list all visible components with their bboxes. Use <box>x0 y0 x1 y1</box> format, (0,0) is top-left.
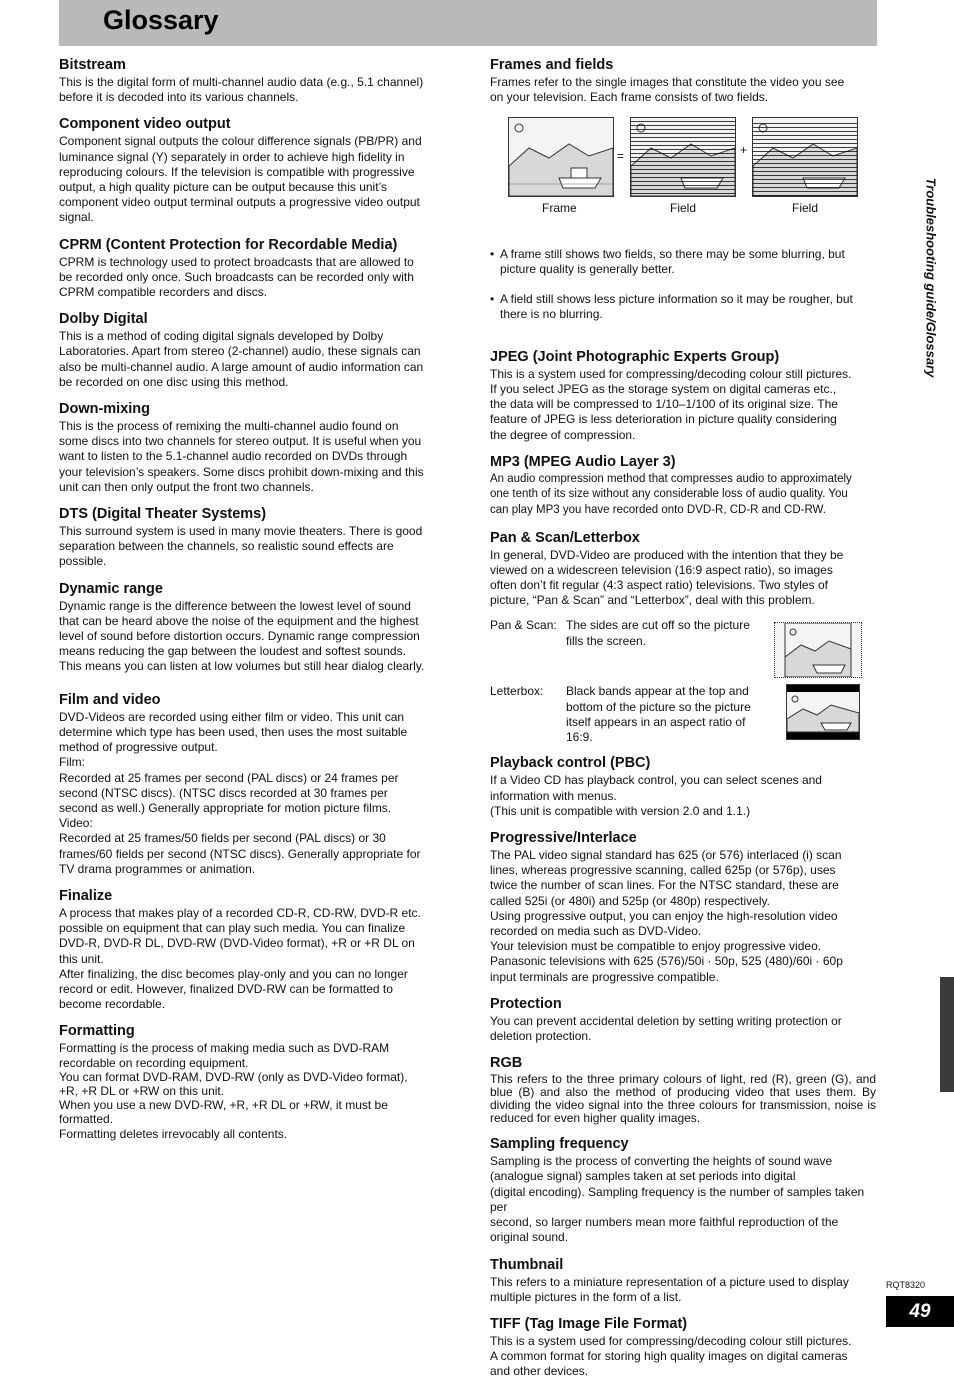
entry-frames-and-fields <box>490 56 876 338</box>
pan-scan-label: Pan & Scan: <box>490 618 557 633</box>
list-item: • A frame still shows two fields, so there may be some blurring, but picture quality is generally better. <box>490 247 876 277</box>
caption-field: Field <box>670 201 697 216</box>
term: Protection <box>490 995 562 1012</box>
term: Sampling frequency <box>490 1136 629 1153</box>
plus-sign: + <box>740 143 748 158</box>
section-side-label <box>906 160 939 410</box>
entry-tiff <box>490 1315 876 1380</box>
term: Dolby Digital <box>59 311 148 328</box>
definition: The PAL video signal standard has 625 (or 576) interlaced (i) scan lines, whereas progressive scanning, called 625p (or 576p), uses twice the number of scan lines. For the NTSC standard, these are called 525i (or 480i) and 525p (or 480p) respectively. Using progressive output, you can enjoy the high-resolution video recorded on media such as DVD-Video. Your television must be compatible to enjoy progressive video. Panasonic televisions with 625 (576)/50i · 50p, 525 (480)/60i · 60p input terminals are progressive compatible. <box>490 848 843 984</box>
definition: This is a system used for compressing/decoding colour still pictures. A common format for storing high quality images on digital cameras and other devices. <box>490 1333 852 1379</box>
term: MP3 (MPEG Audio Layer 3) <box>490 453 676 470</box>
entry-pan-scan-letterbox <box>490 529 876 747</box>
page-title: Glossary <box>103 5 219 35</box>
entry-playback-control <box>490 754 876 819</box>
pan-scan-row <box>490 618 876 684</box>
entry-thumbnail <box>490 1256 876 1305</box>
page-number: 49 <box>886 1296 954 1327</box>
definition: Sampling is the process of converting the heights of sound wave (analogue signal) samples taken at set periods into digital (digital encoding). Sampling frequency is the number of samples taken per second, so larger numbers mean more faithful reproduction of the original sound. <box>490 1154 865 1245</box>
definition: This surround system is used in many movie theaters. There is good separation between the channels, so realistic sound effects are possible. <box>59 524 423 569</box>
definition: This is the process of remixing the multi-channel audio found on some discs into two channels for stereo output. It is useful when you want to listen to the 5.1-channel audio recorded on DVDs through your television’s speakers. Some discs prohibit down-mixing and this unit can then only output the front two channels. <box>59 419 424 494</box>
section-index-tab <box>940 977 954 1092</box>
document-code: RQT8320 <box>886 1280 926 1290</box>
entry-film-and-video <box>59 691 447 877</box>
definition: This is a method of coding digital signals developed by Dolby Laboratories. Apart from stereo (2-channel) audio, these signals can also be multi-channel audio. A large amount of audio information can be recorded on one disc using this method. <box>59 329 424 389</box>
entry-jpeg <box>490 348 876 443</box>
term: Film and video <box>59 691 161 708</box>
entry-formatting <box>59 1022 447 1140</box>
pan-scan-text: The sides are cut off so the picture fills the screen. <box>566 618 750 648</box>
term: Finalize <box>59 887 113 904</box>
term: Down-mixing <box>59 401 151 418</box>
term: Formatting <box>59 1023 135 1040</box>
letterbox-label: Letterbox: <box>490 684 544 699</box>
entry-component-video <box>59 115 447 225</box>
frames-bullet-list <box>490 231 876 337</box>
frames-fields-figure <box>490 113 876 231</box>
term: Dynamic range <box>59 580 163 597</box>
definition: You can prevent accidental deletion by setting writing protection or deletion protection. <box>490 1013 842 1044</box>
term: DTS (Digital Theater Systems) <box>59 506 267 523</box>
entry-bitstream <box>59 56 447 105</box>
title-bar <box>59 0 877 46</box>
letterbox-row <box>490 684 876 746</box>
frame-picture <box>508 117 614 197</box>
term: Thumbnail <box>490 1256 564 1273</box>
definition: This refers to the three primary colours of light, red (R), green (G), and blue (B) and also the method of producing video that uses them. By dividing the video signal into the three colours for transmission, noise is reduced for even higher quality images. <box>490 1072 876 1126</box>
term: Bitstream <box>59 57 126 73</box>
definition: A process that makes play of a recorded CD-R, CD-RW, DVD-R etc. possible on equipment that can play such media. You can finalize DVD-R, DVD-R DL, DVD-RW (DVD-Video format), +R or +R DL on this unit. After finalizing, the disc becomes play-only and you can no longer record or edit. However, finalized DVD-RW can be formatted to become recordable. <box>59 905 421 1012</box>
definition: Formatting is the process of making media such as DVD-RAM recordable on recording equipment. You can format DVD-RAM, DVD-RW (only as DVD-Video format), +R, +R DL or +RW on this unit. When you use a new DVD-RW, +R, +R DL or +RW, it must be formatted. Formatting deletes irrevocably all contents. <box>59 1041 408 1141</box>
term: Pan & Scan/Letterbox <box>490 529 640 546</box>
definition: This refers to a miniature representation of a picture used to display multiple pictures in the form of a list. <box>490 1274 849 1304</box>
entry-dts <box>59 505 447 570</box>
entry-rgb <box>490 1054 876 1125</box>
right-column <box>490 56 876 1380</box>
definition: This is the digital form of multi-channel audio data (e.g., 5.1 channel) before it is decoded into its various channels. <box>59 75 424 105</box>
definition: CPRM is technology used to protect broadcasts that are allowed to be recorded only once. Such broadcasts can be recorded only with CPRM compatible recorders and discs. <box>59 254 414 300</box>
entry-dolby-digital <box>59 310 447 390</box>
term: Progressive/Interlace <box>490 830 637 847</box>
caption-field: Field <box>792 201 819 216</box>
entry-protection <box>490 995 876 1044</box>
letterbox-picture <box>786 684 860 740</box>
term: JPEG (Joint Photographic Experts Group) <box>490 348 780 365</box>
definition: Dynamic range is the difference between the lowest level of sound that can be heard above the noise of the equipment and the highest level of sound before distortion occurs. Dynamic range compression means reducing the gap between the loudest and softest sounds. This means you can listen at low volumes but still hear dialog clearly. <box>59 598 425 674</box>
section-label-text: Troubleshooting guide/Glossary <box>923 177 939 378</box>
definition: An audio compression method that compresses audio to approximately one tenth of its size without any considerable loss of audio quality. You can play MP3 you have recorded onto DVD-R, CD-R and CD-RW. <box>490 472 852 517</box>
definition: Component signal outputs the colour difference signals (PB/PR) and luminance signal (Y) separately in order to achieve high fidelity in reproducing colours. If the television is compatible with progressive output, a high quality picture can be output because this unit’s component video output terminal outputs a progressive video output signal. <box>59 134 422 225</box>
entry-cprm <box>59 236 447 301</box>
entry-mp3 <box>490 453 876 519</box>
field-picture-2 <box>752 117 858 197</box>
left-column <box>59 56 447 1141</box>
definition: This is a system used for compressing/decoding colour still pictures. If you select JPEG as the storage system on digital cameras etc., the data will be compressed to 1/10–1/100 of its original size. The feature of JPEG is less deterioration in picture quality considering the degree of compression. <box>490 366 852 442</box>
equals-sign: = <box>617 149 625 164</box>
term: Playback control (PBC) <box>490 755 651 772</box>
definition: If a Video CD has playback control, you can select scenes and information with menus. (This unit is compatible with version 2.0 and 1.1.) <box>490 773 822 818</box>
term: Frames and fields <box>490 57 614 73</box>
term: CPRM (Content Protection for Recordable Media) <box>59 236 398 253</box>
pan-scan-picture <box>774 622 862 678</box>
term: Component video output <box>59 116 231 133</box>
term: TIFF (Tag Image File Format) <box>490 1315 688 1332</box>
definition: Frames refer to the single images that constitute the video you see on your television. Each frame consists of two fields. <box>490 75 845 105</box>
entry-progressive-interlace <box>490 829 876 985</box>
list-item: • A field still shows less picture information so it may be rougher, but there is no blurring. <box>490 292 876 322</box>
field-picture-1 <box>630 117 736 197</box>
caption-frame: Frame <box>542 201 577 216</box>
letterbox-text: Black bands appear at the top and bottom of the picture so the picture itself appears in an aspect ratio of 16:9. <box>566 684 751 745</box>
entry-finalize <box>59 887 447 1012</box>
entry-sampling-frequency <box>490 1135 876 1245</box>
entry-dynamic-range <box>59 580 447 675</box>
entry-down-mixing <box>59 400 447 495</box>
definition: DVD-Videos are recorded using either film or video. This unit can determine which type has been used, then uses the most suitable method of progressive output. Film: Recorded at 25 frames per second (PAL discs) or 24 frames per second (NTSC discs). (NTSC discs recorded at 30 frames per second as well.) Generally appropriate for motion picture films. Video: Recorded at 25 frames/50 fields per second (PAL discs) or 30 frames/60 fields per second (NTSC discs). Generally appropriate for TV drama programmes or animation. <box>59 709 421 876</box>
definition: In general, DVD-Video are produced with the intention that they be viewed on a widescreen television (16:9 aspect ratio), so images often don’t fit regular (4:3 aspect ratio) televisions. Two styles of picture, “Pan & Scan” and “Letterbox”, deal with this problem. <box>490 547 844 608</box>
term: RGB <box>490 1055 523 1072</box>
